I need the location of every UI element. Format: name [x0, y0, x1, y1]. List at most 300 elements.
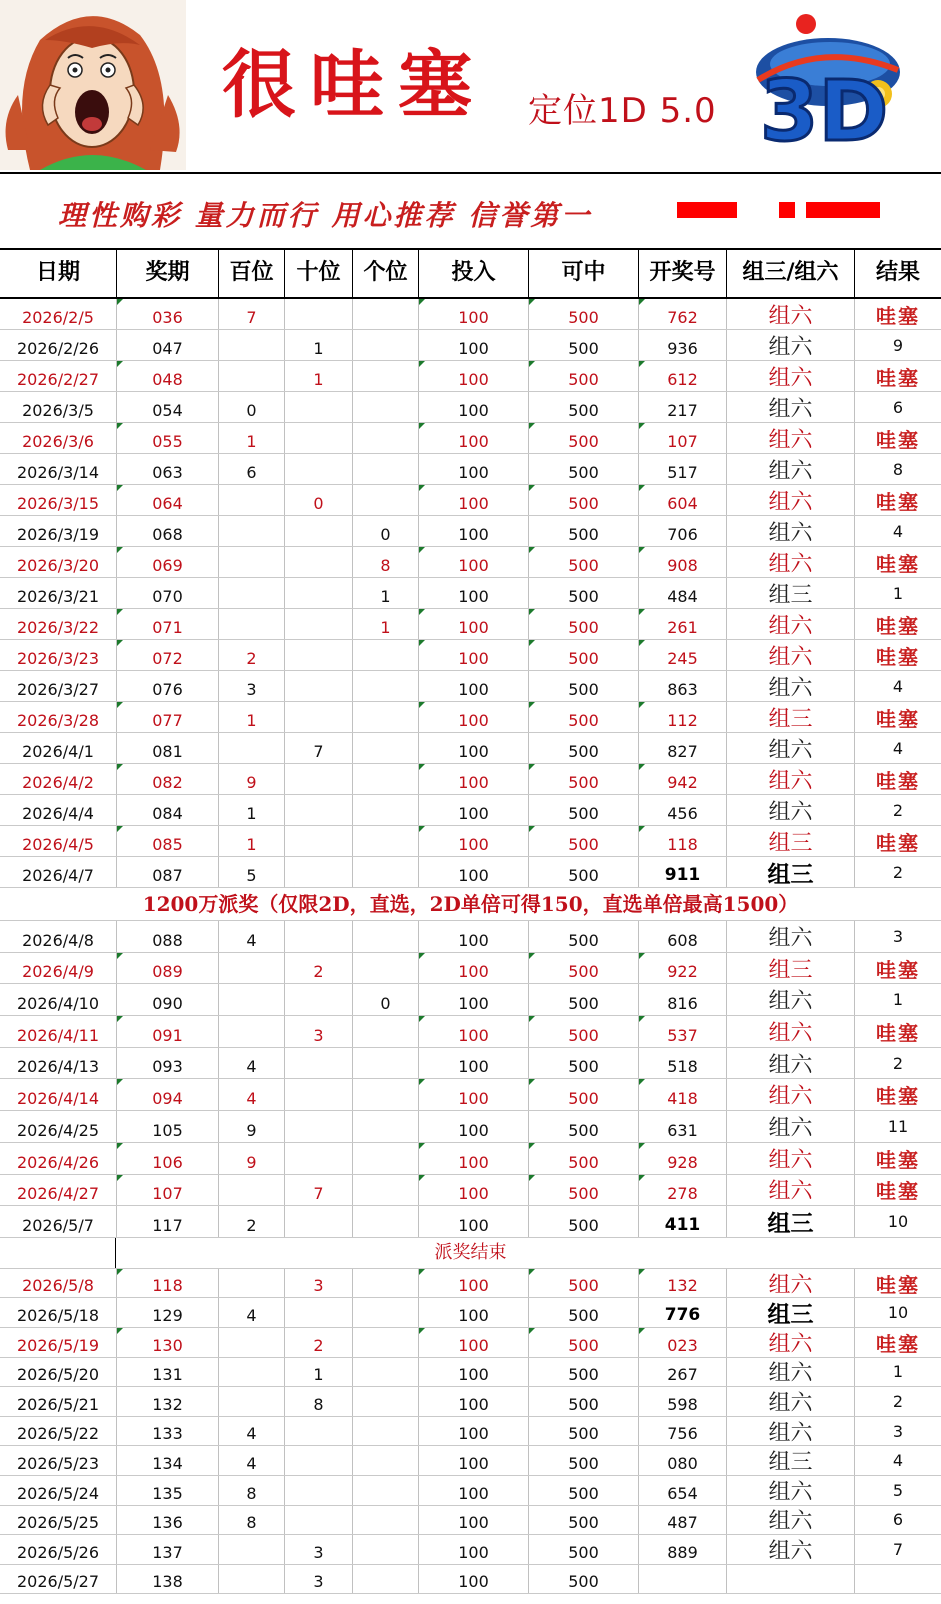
- hundreds-cell: 2: [218, 640, 284, 670]
- date-cell: 2026/5/18: [16, 1306, 100, 1326]
- table-row: [0, 671, 941, 702]
- draw-number-cell: 487: [638, 1506, 726, 1535]
- table-row: [0, 953, 941, 985]
- ones-cell: [352, 1358, 418, 1387]
- date-cell: 2026/3/14: [16, 463, 100, 482]
- issue-cell: 047: [116, 330, 218, 360]
- payout-cell: 500: [528, 392, 638, 422]
- draw-number-cell: 537: [638, 1016, 726, 1047]
- hundreds-cell: 1: [218, 702, 284, 732]
- ones-cell: [352, 423, 418, 453]
- invest-cell: 100: [418, 1298, 528, 1327]
- table-row: [0, 764, 941, 795]
- payout-cell: 500: [528, 516, 638, 546]
- draw-number-cell: 080: [638, 1446, 726, 1475]
- invest-cell: 100: [418, 1506, 528, 1535]
- win-label: 哇塞: [876, 644, 920, 669]
- ones-cell: [352, 1143, 418, 1174]
- table-row: [0, 1417, 941, 1447]
- draw-number-cell: 756: [638, 1417, 726, 1446]
- payout-cell: 500: [528, 1079, 638, 1110]
- result-cell: [854, 299, 941, 329]
- result-cell: [854, 1016, 941, 1047]
- date-cell: 2026/5/20: [16, 1365, 100, 1385]
- date-cell: 2026/3/27: [16, 680, 100, 699]
- issue-cell: 081: [116, 733, 218, 763]
- tens-cell: [284, 609, 352, 639]
- ones-cell: [352, 953, 418, 984]
- hundreds-cell: [218, 1565, 284, 1594]
- payout-cell: 500: [528, 485, 638, 515]
- ones-cell: [352, 1446, 418, 1475]
- ones-cell: [352, 454, 418, 484]
- column-header: 日期: [35, 260, 80, 285]
- group-type-cell: 组六: [726, 984, 854, 1015]
- issue-cell: 135: [116, 1476, 218, 1505]
- result-cell: [854, 1446, 941, 1475]
- result-cell: [854, 1535, 941, 1564]
- invest-cell: 100: [418, 1328, 528, 1357]
- notice-text: 派奖结束: [434, 1241, 507, 1263]
- draw-number-cell: 863: [638, 671, 726, 701]
- column-header: 开奖号: [638, 249, 726, 297]
- group-type-cell: 组三: [726, 1206, 854, 1237]
- tens-cell: 3: [284, 1565, 352, 1594]
- result-cell: [854, 485, 941, 515]
- date-cell: 2026/2/27: [16, 370, 100, 389]
- tens-cell: [284, 578, 352, 608]
- date-cell: 2026/5/26: [16, 1542, 100, 1562]
- payout-cell: 500: [528, 1476, 638, 1505]
- group-type-cell: 组三: [726, 1446, 854, 1475]
- group-type-cell: 组六: [726, 921, 854, 952]
- date-cell: 2026/3/22: [16, 618, 100, 637]
- ones-cell: [352, 1387, 418, 1416]
- date-cell: 2026/4/11: [16, 1025, 100, 1045]
- result-cell: [854, 330, 941, 360]
- hundreds-cell: 0: [218, 392, 284, 422]
- hundreds-cell: [218, 1387, 284, 1416]
- miss-count: 9: [892, 335, 904, 355]
- group-type-cell: 组六: [726, 1143, 854, 1174]
- draw-number-cell: 911: [638, 857, 726, 887]
- table-row: [0, 702, 941, 733]
- invest-cell: 100: [418, 1079, 528, 1110]
- tens-cell: 1: [284, 330, 352, 360]
- slogan: 理性购彩 量力而行 用心推荐 信誉第一: [58, 199, 593, 232]
- group-type-cell: 组三: [726, 857, 854, 887]
- group-type-cell: 组六: [726, 299, 854, 329]
- miss-count: 4: [892, 521, 904, 541]
- ones-cell: [352, 1206, 418, 1237]
- issue-cell: 085: [116, 826, 218, 856]
- issue-cell: 070: [116, 578, 218, 608]
- ones-cell: [352, 330, 418, 360]
- tens-cell: 8: [284, 1387, 352, 1416]
- result-cell: [854, 1079, 941, 1110]
- issue-cell: 071: [116, 609, 218, 639]
- draw-number-cell: 418: [638, 1079, 726, 1110]
- invest-cell: 100: [418, 1111, 528, 1142]
- redaction-bar: [806, 202, 880, 218]
- payout-cell: 500: [528, 1111, 638, 1142]
- header: [0, 0, 941, 174]
- payout-cell: 500: [528, 1048, 638, 1079]
- group-type-cell: 组六: [726, 1111, 854, 1142]
- payout-cell: 500: [528, 330, 638, 360]
- result-cell: [854, 953, 941, 984]
- issue-cell: 087: [116, 857, 218, 887]
- invest-cell: 100: [418, 578, 528, 608]
- invest-cell: 100: [418, 485, 528, 515]
- result-cell: [854, 671, 941, 701]
- invest-cell: 100: [418, 640, 528, 670]
- invest-cell: 100: [418, 1016, 528, 1047]
- table-row: [0, 1143, 941, 1175]
- miss-count: 5: [892, 1480, 904, 1500]
- hundreds-cell: 4: [218, 1417, 284, 1446]
- date-cell: 2026/4/7: [22, 866, 94, 885]
- invest-cell: 100: [418, 547, 528, 577]
- table-row: [0, 1476, 941, 1506]
- payout-cell: 500: [528, 1328, 638, 1357]
- payout-cell: 500: [528, 857, 638, 887]
- date-cell: 2026/4/14: [16, 1089, 100, 1109]
- issue-cell: 063: [116, 454, 218, 484]
- hundreds-cell: 1: [218, 795, 284, 825]
- draw-number-cell: 217: [638, 392, 726, 422]
- issue-cell: 064: [116, 485, 218, 515]
- ones-cell: [352, 857, 418, 887]
- miss-count: 10: [887, 1303, 909, 1323]
- group-type-cell: 组六: [726, 1417, 854, 1446]
- invest-cell: 100: [418, 516, 528, 546]
- hundreds-cell: [218, 609, 284, 639]
- table-row: [0, 1358, 941, 1388]
- hundreds-cell: 6: [218, 454, 284, 484]
- issue-cell: 076: [116, 671, 218, 701]
- group-type-cell: 组六: [726, 1476, 854, 1505]
- fucai-3d-logo: [738, 10, 906, 160]
- issue-cell: 117: [116, 1206, 218, 1237]
- ones-cell: [352, 1111, 418, 1142]
- table-row: [0, 1079, 941, 1111]
- column-header: 可中: [528, 249, 638, 297]
- issue-cell: 138: [116, 1565, 218, 1594]
- ones-cell: [352, 795, 418, 825]
- tens-cell: 3: [284, 1269, 352, 1298]
- ones-cell: 0: [352, 984, 418, 1015]
- miss-count: 6: [892, 1510, 904, 1530]
- invest-cell: 100: [418, 361, 528, 391]
- ones-cell: [352, 1535, 418, 1564]
- date-cell: 2026/4/8: [22, 930, 94, 950]
- date-cell: 2026/3/28: [16, 711, 100, 730]
- hundreds-cell: 2: [218, 1206, 284, 1237]
- group-type-cell: 组六: [726, 1079, 854, 1110]
- issue-cell: 091: [116, 1016, 218, 1047]
- win-label: 哇塞: [876, 1272, 920, 1297]
- column-header: 奖期: [116, 249, 218, 297]
- issue-cell: 118: [116, 1269, 218, 1298]
- group-type-cell: 组六: [726, 764, 854, 794]
- ones-cell: [352, 1298, 418, 1327]
- hundreds-cell: 4: [218, 1079, 284, 1110]
- tens-cell: [284, 795, 352, 825]
- issue-cell: 048: [116, 361, 218, 391]
- ones-cell: [352, 392, 418, 422]
- tens-cell: 7: [284, 1175, 352, 1206]
- group-type-cell: 组六: [726, 1328, 854, 1357]
- invest-cell: 100: [418, 1446, 528, 1475]
- slogan-row: [0, 174, 941, 250]
- hundreds-cell: 4: [218, 921, 284, 952]
- tens-cell: [284, 423, 352, 453]
- date-cell: 2026/4/2: [22, 773, 94, 792]
- win-label: 哇塞: [876, 830, 920, 855]
- issue-cell: 072: [116, 640, 218, 670]
- result-cell: [854, 764, 941, 794]
- miss-count: 6: [892, 397, 904, 417]
- draw-number-cell: 118: [638, 826, 726, 856]
- miss-count: 4: [892, 1451, 904, 1471]
- tens-cell: [284, 1206, 352, 1237]
- hundreds-cell: [218, 1535, 284, 1564]
- issue-cell: 134: [116, 1446, 218, 1475]
- payout-cell: 500: [528, 1016, 638, 1047]
- brand-title: 很哇塞: [222, 42, 486, 128]
- issue-cell: 055: [116, 423, 218, 453]
- date-cell: 2026/3/20: [16, 556, 100, 575]
- invest-cell: 100: [418, 1565, 528, 1594]
- hundreds-cell: [218, 485, 284, 515]
- group-type-cell: 组三: [726, 953, 854, 984]
- payout-cell: 500: [528, 640, 638, 670]
- tens-cell: 2: [284, 953, 352, 984]
- payout-cell: 500: [528, 795, 638, 825]
- issue-cell: 136: [116, 1506, 218, 1535]
- draw-number-cell: 762: [638, 299, 726, 329]
- tens-cell: [284, 826, 352, 856]
- date-cell: 2026/5/19: [16, 1335, 100, 1355]
- result-cell: [854, 423, 941, 453]
- group-type-cell: [726, 1565, 854, 1594]
- miss-count: 8: [892, 459, 904, 479]
- tens-cell: [284, 1143, 352, 1174]
- draw-number-cell: 132: [638, 1269, 726, 1298]
- tens-cell: [284, 1298, 352, 1327]
- payout-cell: 500: [528, 578, 638, 608]
- hundreds-cell: 4: [218, 1446, 284, 1475]
- date-cell: 2026/4/5: [22, 835, 94, 854]
- group-type-cell: 组六: [726, 516, 854, 546]
- table-row: [0, 454, 941, 485]
- ones-cell: [352, 1476, 418, 1505]
- tens-cell: [284, 640, 352, 670]
- ones-cell: [352, 361, 418, 391]
- result-cell: [854, 733, 941, 763]
- issue-cell: 137: [116, 1535, 218, 1564]
- table-row: [0, 1175, 941, 1207]
- invest-cell: 100: [418, 1206, 528, 1237]
- payout-cell: 500: [528, 671, 638, 701]
- issue-cell: 107: [116, 1175, 218, 1206]
- group-type-cell: 组六: [726, 1506, 854, 1535]
- issue-cell: 131: [116, 1358, 218, 1387]
- invest-cell: 100: [418, 1417, 528, 1446]
- date-cell: 2026/5/21: [16, 1394, 100, 1414]
- invest-cell: 100: [418, 984, 528, 1015]
- tens-cell: [284, 921, 352, 952]
- hundreds-cell: [218, 953, 284, 984]
- result-cell: [854, 1111, 941, 1142]
- date-cell: 2026/5/7: [22, 1215, 94, 1235]
- result-cell: [854, 1143, 941, 1174]
- invest-cell: 100: [418, 392, 528, 422]
- table-row: [0, 826, 941, 857]
- result-cell: [854, 547, 941, 577]
- date-cell: 2026/4/27: [16, 1184, 100, 1204]
- table-row: [0, 361, 941, 392]
- payout-cell: 500: [528, 733, 638, 763]
- draw-number-cell: 484: [638, 578, 726, 608]
- results-table: [0, 249, 941, 1594]
- issue-cell: 088: [116, 921, 218, 952]
- issue-cell: 068: [116, 516, 218, 546]
- ones-cell: 1: [352, 578, 418, 608]
- ones-cell: [352, 1565, 418, 1594]
- invest-cell: 100: [418, 1387, 528, 1416]
- invest-cell: 100: [418, 423, 528, 453]
- result-cell: [854, 1206, 941, 1237]
- miss-count: 3: [892, 926, 904, 946]
- issue-cell: 133: [116, 1417, 218, 1446]
- group-type-cell: 组六: [726, 1175, 854, 1206]
- invest-cell: 100: [418, 454, 528, 484]
- draw-number-cell: 608: [638, 921, 726, 952]
- tens-cell: [284, 984, 352, 1015]
- payout-cell: 500: [528, 1206, 638, 1237]
- draw-number-cell: 654: [638, 1476, 726, 1505]
- payout-cell: 500: [528, 1298, 638, 1327]
- tens-cell: [284, 702, 352, 732]
- date-cell: 2026/5/27: [16, 1572, 100, 1592]
- win-label: 哇塞: [876, 1020, 920, 1045]
- result-cell: [854, 702, 941, 732]
- notice-text: 1200万派奖（仅限2D，直选，2D单倍可得150，直选单倍最高1500）: [142, 892, 799, 916]
- hundreds-cell: [218, 1328, 284, 1357]
- hundreds-cell: [218, 984, 284, 1015]
- group-type-cell: 组六: [726, 1016, 854, 1047]
- group-type-cell: 组六: [726, 640, 854, 670]
- hundreds-cell: [218, 330, 284, 360]
- draw-number-cell: 922: [638, 953, 726, 984]
- table-row: [0, 330, 941, 361]
- group-type-cell: 组三: [726, 1298, 854, 1327]
- draw-number-cell: 411: [638, 1206, 726, 1237]
- hundreds-cell: 8: [218, 1476, 284, 1505]
- draw-number-cell: 631: [638, 1111, 726, 1142]
- hundreds-cell: 9: [218, 1143, 284, 1174]
- date-cell: 2026/3/5: [22, 401, 94, 420]
- ones-cell: [352, 1269, 418, 1298]
- table-row: [0, 1328, 941, 1358]
- invest-cell: 100: [418, 1143, 528, 1174]
- hundreds-cell: 1: [218, 423, 284, 453]
- win-label: 哇塞: [876, 427, 920, 452]
- win-label: 哇塞: [876, 489, 920, 514]
- tens-cell: [284, 1476, 352, 1505]
- column-header: 投入: [418, 249, 528, 297]
- payout-cell: 500: [528, 1387, 638, 1416]
- tens-cell: 3: [284, 1535, 352, 1564]
- group-type-cell: 组六: [726, 1048, 854, 1079]
- miss-count: 10: [887, 1212, 909, 1232]
- miss-count: 4: [892, 676, 904, 696]
- hundreds-cell: [218, 547, 284, 577]
- hundreds-cell: [218, 578, 284, 608]
- win-label: 哇塞: [876, 957, 920, 982]
- issue-cell: 084: [116, 795, 218, 825]
- miss-count: 1: [892, 990, 904, 1010]
- win-label: 哇塞: [876, 768, 920, 793]
- hundreds-cell: [218, 1175, 284, 1206]
- date-cell: 2026/5/23: [16, 1454, 100, 1474]
- hundreds-cell: 9: [218, 1111, 284, 1142]
- group-type-cell: 组六: [726, 423, 854, 453]
- invest-cell: 100: [418, 1269, 528, 1298]
- hundreds-cell: [218, 1016, 284, 1047]
- tens-cell: 0: [284, 485, 352, 515]
- ones-cell: [352, 485, 418, 515]
- hundreds-cell: [218, 361, 284, 391]
- win-label: 哇塞: [876, 1331, 920, 1356]
- hundreds-cell: 9: [218, 764, 284, 794]
- miss-count: 2: [892, 862, 904, 882]
- payout-cell: 500: [528, 454, 638, 484]
- invest-cell: 100: [418, 671, 528, 701]
- date-cell: 2026/4/9: [22, 962, 94, 982]
- column-header: 个位: [352, 249, 418, 297]
- issue-cell: 129: [116, 1298, 218, 1327]
- result-cell: [854, 1417, 941, 1446]
- table-row: [0, 609, 941, 640]
- date-cell: 2026/4/1: [22, 742, 94, 761]
- table-header: [0, 249, 941, 299]
- table-row: [0, 1446, 941, 1476]
- tens-cell: [284, 1417, 352, 1446]
- ones-cell: [352, 702, 418, 732]
- issue-cell: 105: [116, 1111, 218, 1142]
- hundreds-cell: [218, 1269, 284, 1298]
- issue-cell: 077: [116, 702, 218, 732]
- miss-count: 3: [892, 1421, 904, 1441]
- issue-cell: 069: [116, 547, 218, 577]
- draw-number-cell: 776: [638, 1298, 726, 1327]
- invest-cell: 100: [418, 1175, 528, 1206]
- group-type-cell: 组六: [726, 485, 854, 515]
- draw-number-cell: 942: [638, 764, 726, 794]
- tens-cell: [284, 764, 352, 794]
- table-row: [0, 1048, 941, 1080]
- result-cell: [854, 361, 941, 391]
- tens-cell: [284, 516, 352, 546]
- result-cell: [854, 1476, 941, 1505]
- ones-cell: [352, 733, 418, 763]
- tens-cell: 3: [284, 1016, 352, 1047]
- tens-cell: 2: [284, 1328, 352, 1357]
- date-cell: 2026/4/4: [22, 804, 94, 823]
